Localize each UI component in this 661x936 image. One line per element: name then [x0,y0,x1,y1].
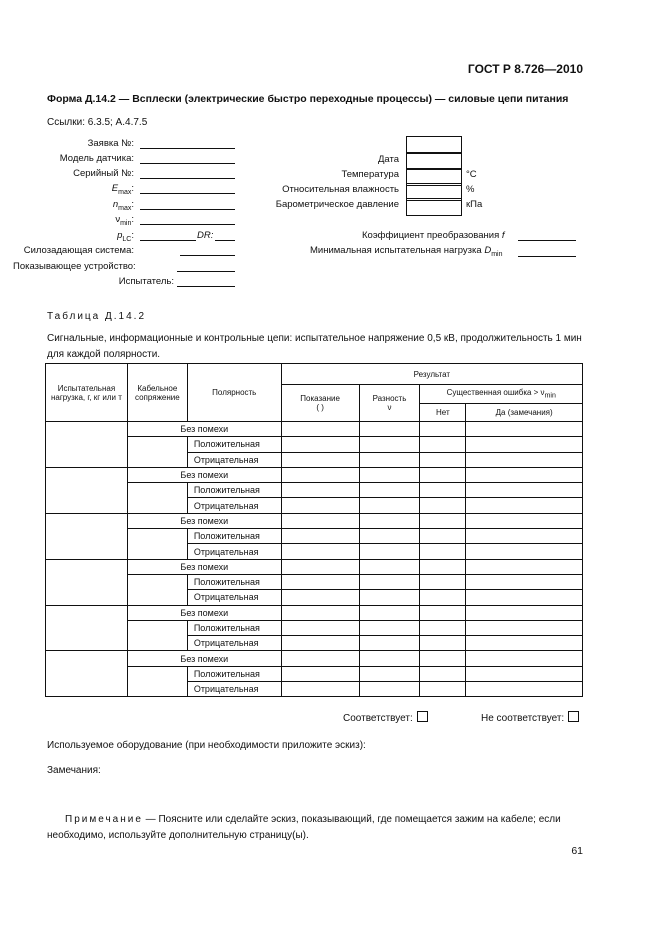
reading-cell[interactable] [281,590,359,605]
no-cell[interactable] [420,498,466,513]
test-load-cell[interactable] [46,422,128,468]
min-load-field[interactable] [518,256,576,257]
yes-cell[interactable] [466,452,583,467]
conversion-coefficient-label: Коэффициент преобразования f [362,230,505,241]
polarity-positive: Положительная [187,666,281,681]
polarity-negative: Отрицательная [187,498,281,513]
reading-cell[interactable] [281,467,359,482]
no-cell[interactable] [420,467,466,482]
reading-cell[interactable] [281,513,359,528]
polarity-negative: Отрицательная [187,682,281,697]
table-row [46,605,583,620]
document-number: ГОСТ Р 8.726—2010 [467,62,583,76]
note-label: Примечание [65,814,143,825]
note [47,812,583,844]
reading-cell[interactable] [281,620,359,635]
vmin-label: $\nu_{min}$: [115,214,134,227]
yes-cell[interactable] [466,651,583,666]
reading-cell[interactable] [281,559,359,574]
reading-cell[interactable] [281,437,359,452]
cable-cell[interactable] [127,620,187,651]
no-cell[interactable] [420,682,466,697]
no-cell[interactable] [420,666,466,681]
yes-cell[interactable] [466,590,583,605]
form-title: Форма Д.14.2 — Всплески (электрические быстро переходные процессы) — силовые цепи питания [47,93,569,105]
test-load-cell[interactable] [46,467,128,513]
no-cell[interactable] [420,437,466,452]
table-description: Сигнальные, информационные и контрольные цепи: испытательное напряжение 0,5 кВ, продолжительность 1 мин для каждой полярности. [47,333,582,360]
test-load-cell[interactable] [46,513,128,559]
yes-cell[interactable] [466,467,583,482]
header-no: Нет [420,404,466,422]
date-label: Дата [377,154,399,165]
yes-cell[interactable] [466,666,583,681]
table-row [46,513,583,528]
serial-field[interactable] [140,178,235,179]
polarity-positive: Положительная [187,529,281,544]
load-system-field[interactable] [180,255,235,256]
no-cell[interactable] [420,590,466,605]
reading-cell[interactable] [281,651,359,666]
model-label: Модель датчика: [59,153,134,164]
difference-cell[interactable] [359,666,420,681]
table-row [46,559,583,574]
complies-checkbox[interactable] [417,711,428,722]
form-references: Ссылки: 6.3.5; А.4.7.5 [47,117,148,128]
nmax-field[interactable] [140,209,235,210]
polarity-negative: Отрицательная [187,590,281,605]
temperature-label: Температура [341,169,399,180]
yes-cell[interactable] [466,574,583,589]
yes-cell[interactable] [466,605,583,620]
no-cell[interactable] [420,529,466,544]
polarity-positive: Положительная [187,437,281,452]
remarks-label: Замечания: [47,765,101,776]
indicator-label: Показывающее устройство: [13,261,136,272]
difference-cell[interactable] [359,467,420,482]
note-text: — Поясните или сделайте эскиз, показывающий, где помещается зажим на кабеле; если необходимо, используйте дополнительную страницу(ы). [47,814,561,841]
request-field[interactable] [140,148,235,149]
yes-cell[interactable] [466,559,583,574]
reading-cell[interactable] [281,682,359,697]
table-body [46,422,583,697]
reading-cell[interactable] [281,422,359,437]
reading-cell[interactable] [281,574,359,589]
difference-cell[interactable] [359,590,420,605]
polarity-negative: Отрицательная [187,544,281,559]
temperature-unit: °C [466,169,477,180]
polarity-negative: Отрицательная [187,636,281,651]
vmin-field[interactable] [140,224,235,225]
difference-cell[interactable] [359,422,420,437]
yes-cell[interactable] [466,422,583,437]
no-cell[interactable] [420,574,466,589]
difference-cell[interactable] [359,498,420,513]
tester-field[interactable] [177,286,235,287]
cable-cell[interactable] [127,483,187,514]
table-row [46,467,583,482]
reading-cell[interactable] [281,529,359,544]
min-load-label: Минимальная испытательная нагрузка $D_{min}$ [310,245,503,258]
indicator-field[interactable] [177,271,235,272]
yes-cell[interactable] [466,529,583,544]
emax-label: $E_{max}$: [111,183,134,196]
cable-cell[interactable] [127,529,187,560]
cable-cell[interactable] [127,437,187,468]
difference-cell[interactable] [359,544,420,559]
header-polarity: Полярность [187,364,281,422]
no-interference-label: Без помехи [127,513,281,528]
dr-field[interactable] [215,240,235,241]
difference-cell[interactable] [359,483,420,498]
test-results-table [45,363,583,697]
difference-cell[interactable] [359,605,420,620]
difference-cell[interactable] [359,636,420,651]
header-result: Результат [281,364,582,385]
no-interference-label: Без помехи [127,605,281,620]
header-yes: Да (замечания) [466,404,583,422]
reading-cell[interactable] [281,666,359,681]
equipment-label: Используемое оборудование (при необходимости приложите эскиз): [47,740,366,751]
no-cell[interactable] [420,636,466,651]
yes-cell[interactable] [466,498,583,513]
humidity-unit: % [466,184,475,195]
yes-cell[interactable] [466,636,583,651]
nmax-label: $n_{max}$: [112,199,134,212]
difference-cell[interactable] [359,452,420,467]
dr-label: DR: [197,230,214,241]
difference-cell[interactable] [359,529,420,544]
table-row [46,651,583,666]
pressure-label: Барометрическое давление [275,199,399,210]
complies-option: Соответствует: [343,711,428,724]
header-significant-error: Существенная ошибка > $\nu_{min}$ [420,385,583,404]
not-complies-option: Не соответствует: [481,711,579,724]
conversion-coefficient-field[interactable] [518,240,576,241]
header-test-load: Испытательная нагрузка, г, кг или т [46,364,128,422]
no-cell[interactable] [420,559,466,574]
difference-cell[interactable] [359,437,420,452]
no-cell[interactable] [420,605,466,620]
difference-cell[interactable] [359,682,420,697]
plc-field[interactable] [140,240,196,241]
humidity-label: Относительная влажность [282,184,399,195]
reading-cell[interactable] [281,452,359,467]
no-cell[interactable] [420,620,466,635]
no-cell[interactable] [420,483,466,498]
yes-cell[interactable] [466,682,583,697]
yes-cell[interactable] [466,437,583,452]
test-load-cell[interactable] [46,559,128,605]
header-difference: Разность ν [359,385,420,422]
header-cable: Кабельное сопряжение [127,364,187,422]
page-number: 61 [571,845,583,857]
difference-cell[interactable] [359,651,420,666]
emax-field[interactable] [140,193,235,194]
no-interference-label: Без помехи [127,467,281,482]
pressure-box[interactable] [406,198,462,216]
difference-cell[interactable] [359,559,420,574]
polarity-negative: Отрицательная [187,452,281,467]
yes-cell[interactable] [466,513,583,528]
cable-cell[interactable] [127,666,187,697]
model-field[interactable] [140,163,235,164]
plc-label: $p_{LC}$: [117,230,134,243]
request-label: Заявка №: [87,138,134,149]
polarity-positive: Положительная [187,574,281,589]
not-complies-checkbox[interactable] [568,711,579,722]
difference-cell[interactable] [359,513,420,528]
yes-cell[interactable] [466,620,583,635]
polarity-positive: Положительная [187,620,281,635]
header-reading: Показание ( ) [281,385,359,422]
serial-label: Серийный №: [73,168,134,179]
reading-cell[interactable] [281,605,359,620]
table-caption: Таблица Д.14.2 [47,311,147,322]
load-system-label: Силозадающая система: [23,245,134,256]
reading-cell[interactable] [281,544,359,559]
yes-cell[interactable] [466,483,583,498]
reading-cell[interactable] [281,636,359,651]
no-cell[interactable] [420,544,466,559]
no-cell[interactable] [420,422,466,437]
no-interference-label: Без помехи [127,559,281,574]
no-interference-label: Без помехи [127,422,281,437]
polarity-positive: Положительная [187,483,281,498]
difference-cell[interactable] [359,620,420,635]
pressure-unit: кПа [466,199,483,210]
reading-cell[interactable] [281,483,359,498]
table-row [46,422,583,437]
difference-cell[interactable] [359,574,420,589]
test-load-cell[interactable] [46,651,128,697]
test-load-cell[interactable] [46,605,128,651]
tester-label: Испытатель: [118,276,174,287]
no-cell[interactable] [420,513,466,528]
cable-cell[interactable] [127,574,187,605]
no-cell[interactable] [420,651,466,666]
no-cell[interactable] [420,452,466,467]
no-interference-label: Без помехи [127,651,281,666]
reading-cell[interactable] [281,498,359,513]
yes-cell[interactable] [466,544,583,559]
